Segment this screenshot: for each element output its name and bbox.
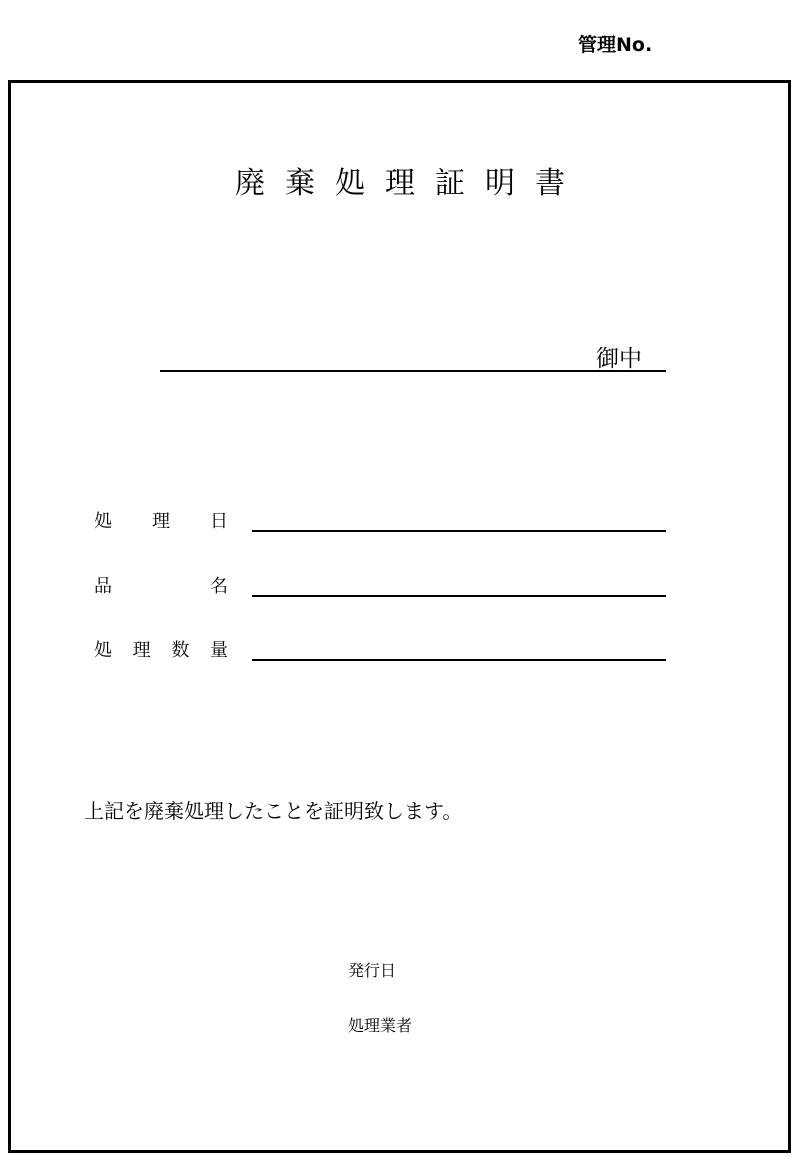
product-name-label <box>94 572 228 598</box>
label-char: 日 <box>210 511 228 532</box>
product-name-field-line[interactable] <box>252 595 666 597</box>
processing-quantity-field-line[interactable] <box>252 659 666 661</box>
label-char: 品 <box>94 576 112 597</box>
label-char: 処 <box>94 640 112 661</box>
recipient-field-line[interactable] <box>160 370 666 372</box>
label-char: 処 <box>94 511 112 532</box>
issue-date-label: 発行日 <box>348 961 397 980</box>
processing-quantity-label <box>94 636 228 662</box>
label-char: 理 <box>152 511 170 532</box>
processing-date-field-line[interactable] <box>252 530 666 532</box>
management-number-label: 管理No. <box>578 34 653 56</box>
label-char: 名 <box>210 576 228 597</box>
certificate-frame <box>8 80 791 1153</box>
label-char: 数 <box>171 640 190 661</box>
certificate-title: 廃棄処理証明書 <box>235 166 585 201</box>
label-char: 量 <box>209 640 228 661</box>
processing-date-label <box>94 507 228 533</box>
label-char: 理 <box>132 640 151 661</box>
processing-vendor-label: 処理業者 <box>348 1016 413 1035</box>
certification-statement: 上記を廃棄処理したことを証明致します。 <box>84 799 463 823</box>
recipient-honorific: 御中 <box>596 346 642 372</box>
